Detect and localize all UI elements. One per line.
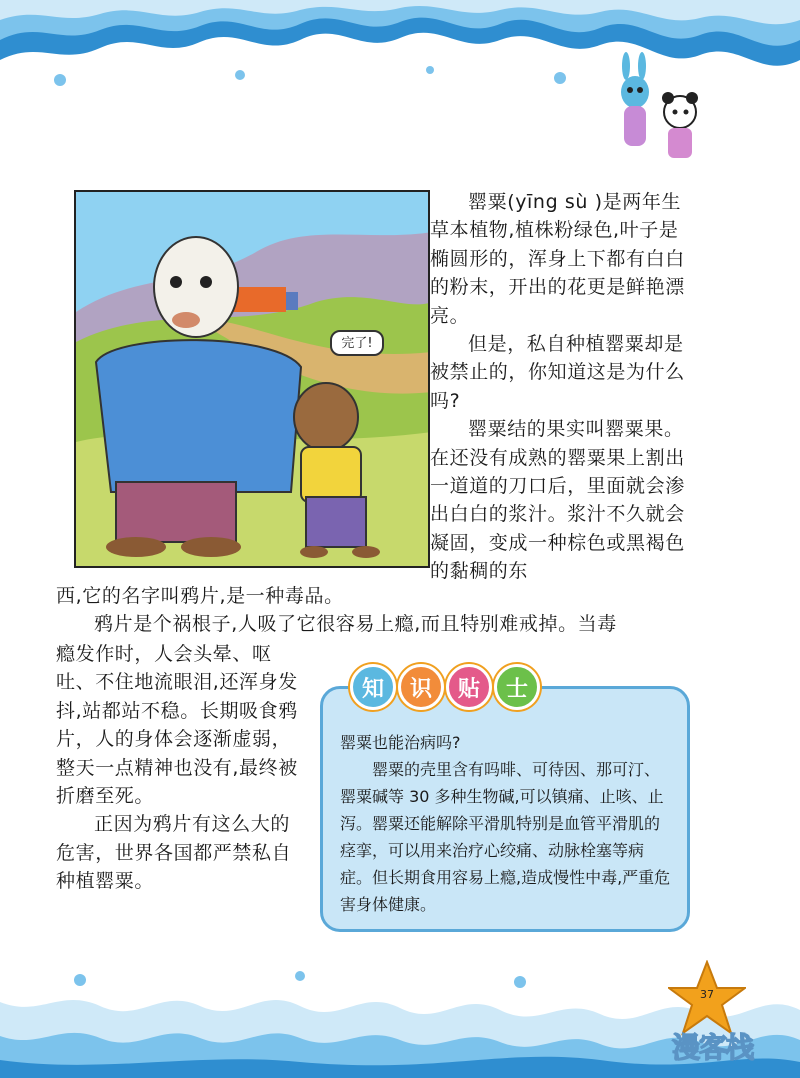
page-number: 37 [700,988,714,1001]
tips-title [350,664,540,714]
watermark-logo: 漫客栈 [672,1031,754,1064]
tips-question: 罂粟也能治病吗? [340,733,461,752]
article-text-right [430,188,698,586]
tips-title-char: 识 [398,664,444,710]
paragraph: 罂粟结的果实叫罂粟果。在还没有成熟的罂粟果上割出一道道的刀口后，里面就会渗出白白的浆汁。浆汁不久就会凝固，变成一种棕色或黑褐色的黏稠的东 [430,418,685,583]
paragraph: 但是，私自种植罂粟却是被禁止的，你知道这是为什么吗? [430,333,685,412]
tips-title-char: 贴 [446,664,492,710]
paragraph: 西,它的名字叫鸦片,是一种毒品。 [56,585,344,607]
paragraph: 鸦片是个祸根子,人吸了它很容易上瘾,而且特别难戒掉。当毒 [94,613,617,636]
paragraph: 瘾发作时，人会头晕、呕吐、不住地流眼泪,还浑身发抖,站都站不稳。长期吸食鸦片，人的身体会逐渐虚弱，整天一点精神也没有,最终被折磨至死。 [56,643,298,808]
paragraph: 正因为鸦片有这么大的危害，世界各国都严禁私自种植罂粟。 [56,813,292,893]
comic-illustration [74,190,430,568]
paragraph: 罂粟(yīng sù )是两年生草本植物,植株粉绿色,叶子是椭圆形的，浑身上下都有白白的粉末，开出的花更是鲜艳漂亮。 [430,191,685,327]
article-text-left [56,640,306,896]
tips-title-char: 士 [494,664,540,710]
comic-scene [76,192,430,568]
tips-body: 罂粟的壳里含有吗啡、可待因、那可汀、罂粟碱等 30 多种生物碱,可以镇痛、止咳、止泻。罂粟还能解除平滑肌特别是血管平滑肌的痉挛，可以用来治疗心绞痛、动脉栓塞等病症。但长期食用容易上瘾,造成慢性中毒,严重危害身体健康。 [340,760,671,914]
tips-title-char: 知 [350,664,396,710]
mascot-characters-illustration [600,52,720,172]
article-text-full-width [56,582,706,639]
speech-bubble: 完了! [330,330,384,356]
